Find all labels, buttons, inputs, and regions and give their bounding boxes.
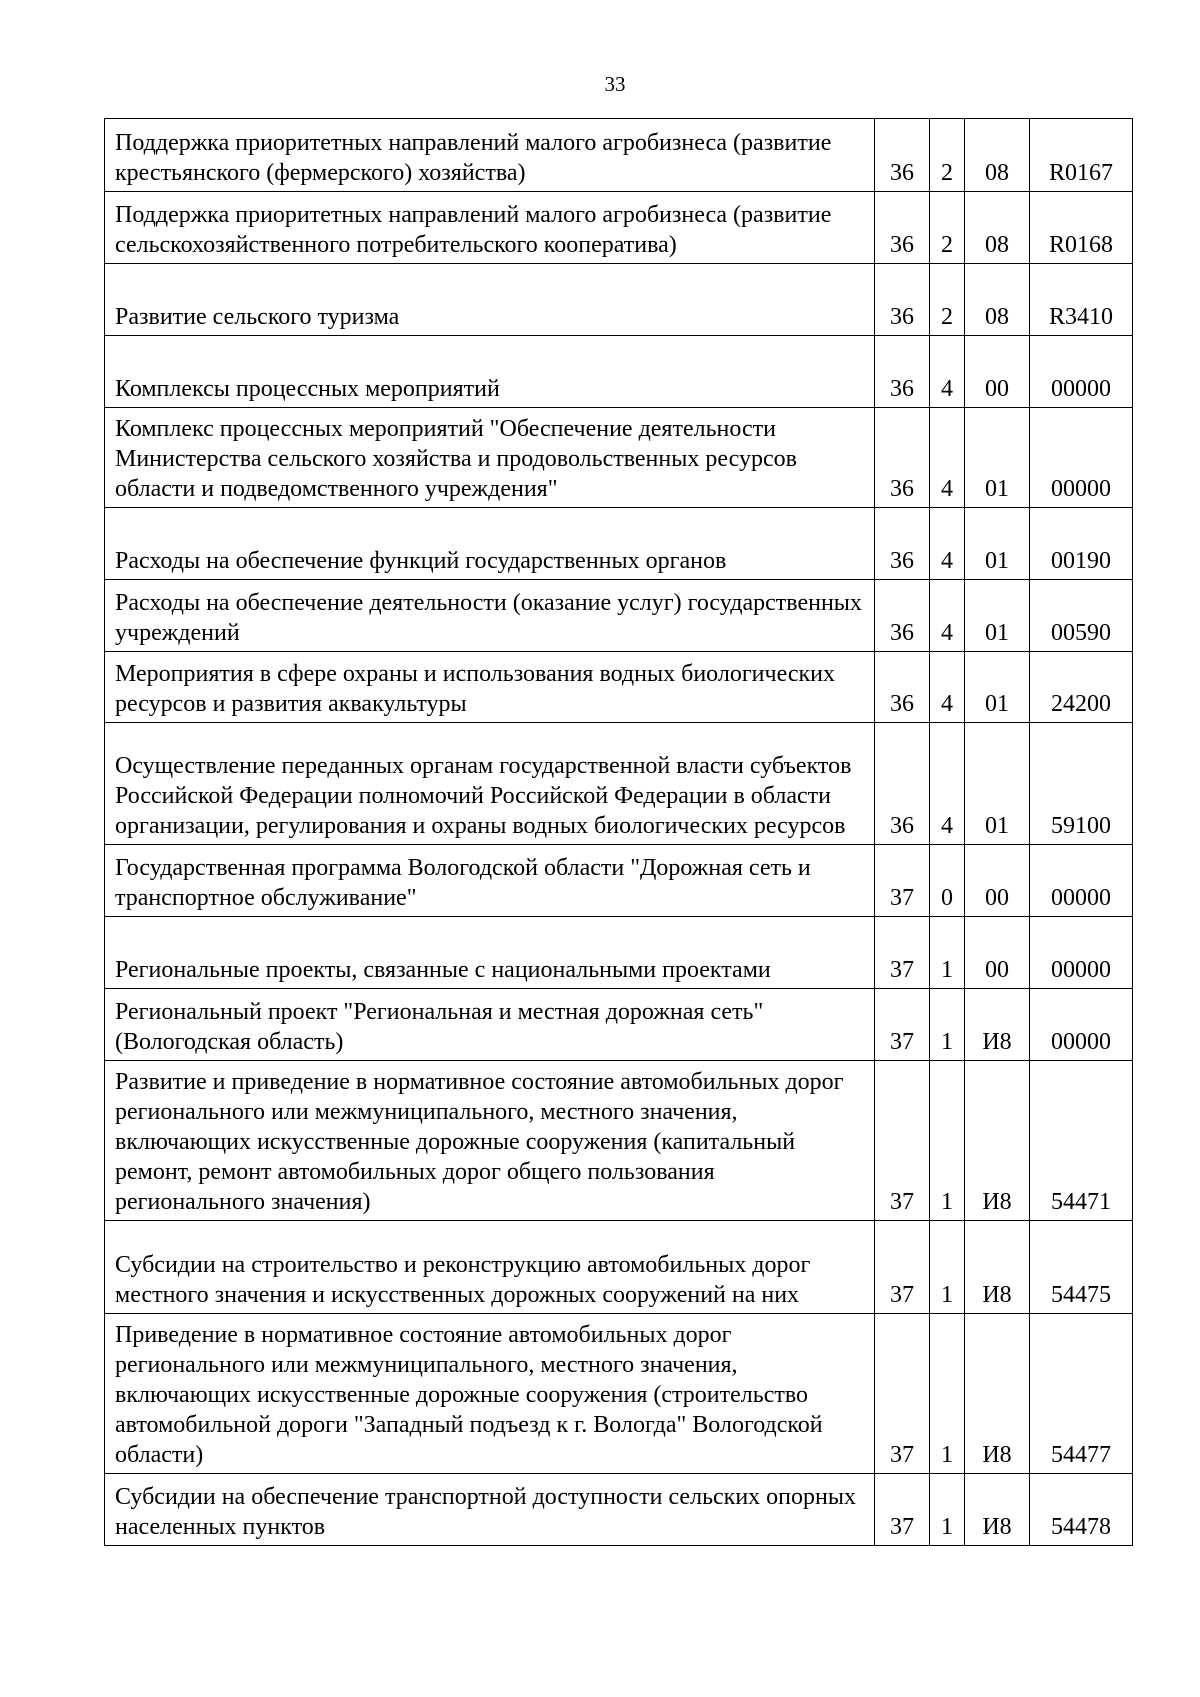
event-code-cell: 08 xyxy=(965,264,1030,336)
program-code-cell: 37 xyxy=(875,1061,930,1221)
table-row xyxy=(105,408,1133,508)
event-code-cell: 00 xyxy=(965,336,1030,408)
program-code-cell: 36 xyxy=(875,723,930,845)
direction-code-cell: R3410 xyxy=(1030,264,1133,336)
table-row xyxy=(105,1474,1133,1546)
program-code-cell: 36 xyxy=(875,336,930,408)
direction-code-cell: 00000 xyxy=(1030,917,1133,989)
subprogram-code-cell: 1 xyxy=(930,1221,965,1314)
event-code-cell: 08 xyxy=(965,119,1030,192)
direction-code-cell: 54477 xyxy=(1030,1314,1133,1474)
program-code-cell: 36 xyxy=(875,652,930,723)
event-code-cell: И8 xyxy=(965,1061,1030,1221)
row-name-cell: Мероприятия в сфере охраны и использования водных биологических ресурсов и развития аквакультуры xyxy=(105,652,875,723)
row-name-cell: Осуществление переданных органам государственной власти субъектов Российской Федерации полномочий Российской Федерации в области организации, регулирования и охраны водных биологических ресурсов xyxy=(105,723,875,845)
table-row xyxy=(105,264,1133,336)
direction-code-cell: 00190 xyxy=(1030,508,1133,580)
direction-code-cell: 00590 xyxy=(1030,580,1133,652)
budget-classification-table xyxy=(104,118,1133,1546)
direction-code-cell: 24200 xyxy=(1030,652,1133,723)
subprogram-code-cell: 2 xyxy=(930,119,965,192)
table-row xyxy=(105,336,1133,408)
subprogram-code-cell: 0 xyxy=(930,845,965,917)
table-row xyxy=(105,1221,1133,1314)
subprogram-code-cell: 1 xyxy=(930,917,965,989)
event-code-cell: 01 xyxy=(965,723,1030,845)
event-code-cell: 00 xyxy=(965,917,1030,989)
row-name-cell: Комплекс процессных мероприятий "Обеспечение деятельности Министерства сельского хозяйства и продовольственных ресурсов области и подведомственного учреждения" xyxy=(105,408,875,508)
direction-code-cell: 59100 xyxy=(1030,723,1133,845)
table-row xyxy=(105,1061,1133,1221)
subprogram-code-cell: 4 xyxy=(930,408,965,508)
table-row xyxy=(105,1314,1133,1474)
subprogram-code-cell: 4 xyxy=(930,508,965,580)
program-code-cell: 37 xyxy=(875,1314,930,1474)
subprogram-code-cell: 2 xyxy=(930,192,965,264)
event-code-cell: И8 xyxy=(965,1474,1030,1546)
event-code-cell: 00 xyxy=(965,845,1030,917)
row-name-cell: Комплексы процессных мероприятий xyxy=(105,336,875,408)
program-code-cell: 36 xyxy=(875,508,930,580)
table-row xyxy=(105,508,1133,580)
table-row xyxy=(105,845,1133,917)
program-code-cell: 37 xyxy=(875,1474,930,1546)
event-code-cell: 01 xyxy=(965,508,1030,580)
program-code-cell: 36 xyxy=(875,408,930,508)
table-row xyxy=(105,917,1133,989)
row-name-cell: Государственная программа Вологодской области "Дорожная сеть и транспортное обслуживание" xyxy=(105,845,875,917)
event-code-cell: 01 xyxy=(965,652,1030,723)
page-number: 33 xyxy=(604,72,626,96)
row-name-cell: Расходы на обеспечение функций государственных органов xyxy=(105,508,875,580)
table-row xyxy=(105,119,1133,192)
row-name-cell: Поддержка приоритетных направлений малого агробизнеса (развитие крестьянского (фермерского) хозяйства) xyxy=(105,119,875,192)
program-code-cell: 36 xyxy=(875,192,930,264)
row-name-cell: Приведение в нормативное состояние автомобильных дорог регионального или межмуниципального, местного значения, включающих искусственные дорожные сооружения (строительство автомобильной дороги "Западный подъезд к г. Вологда" Вологодской области) xyxy=(105,1314,875,1474)
row-name-cell: Поддержка приоритетных направлений малого агробизнеса (развитие сельскохозяйственного потребительского кооператива) xyxy=(105,192,875,264)
table-row xyxy=(105,723,1133,845)
subprogram-code-cell: 1 xyxy=(930,1314,965,1474)
program-code-cell: 37 xyxy=(875,989,930,1061)
program-code-cell: 37 xyxy=(875,917,930,989)
event-code-cell: И8 xyxy=(965,989,1030,1061)
table-row xyxy=(105,192,1133,264)
event-code-cell: 01 xyxy=(965,408,1030,508)
direction-code-cell: 54471 xyxy=(1030,1061,1133,1221)
row-name-cell: Расходы на обеспечение деятельности (оказание услуг) государственных учреждений xyxy=(105,580,875,652)
direction-code-cell: R0167 xyxy=(1030,119,1133,192)
direction-code-cell: R0168 xyxy=(1030,192,1133,264)
event-code-cell: 08 xyxy=(965,192,1030,264)
row-name-cell: Региональный проект "Региональная и местная дорожная сеть" (Вологодская область) xyxy=(105,989,875,1061)
table-row xyxy=(105,989,1133,1061)
subprogram-code-cell: 4 xyxy=(930,580,965,652)
direction-code-cell: 00000 xyxy=(1030,336,1133,408)
subprogram-code-cell: 4 xyxy=(930,652,965,723)
event-code-cell: 01 xyxy=(965,580,1030,652)
program-code-cell: 36 xyxy=(875,119,930,192)
subprogram-code-cell: 1 xyxy=(930,989,965,1061)
direction-code-cell: 00000 xyxy=(1030,845,1133,917)
event-code-cell: И8 xyxy=(965,1221,1030,1314)
event-code-cell: И8 xyxy=(965,1314,1030,1474)
direction-code-cell: 54478 xyxy=(1030,1474,1133,1546)
row-name-cell: Субсидии на обеспечение транспортной доступности сельских опорных населенных пунктов xyxy=(105,1474,875,1546)
subprogram-code-cell: 1 xyxy=(930,1061,965,1221)
program-code-cell: 36 xyxy=(875,264,930,336)
direction-code-cell: 00000 xyxy=(1030,989,1133,1061)
row-name-cell: Субсидии на строительство и реконструкцию автомобильных дорог местного значения и искусственных дорожных сооружений на них xyxy=(105,1221,875,1314)
program-code-cell: 37 xyxy=(875,1221,930,1314)
row-name-cell: Развитие сельского туризма xyxy=(105,264,875,336)
subprogram-code-cell: 1 xyxy=(930,1474,965,1546)
subprogram-code-cell: 4 xyxy=(930,336,965,408)
row-name-cell: Развитие и приведение в нормативное состояние автомобильных дорог регионального или межмуниципального, местного значения, включающих искусственные дорожные сооружения (капитальный ремонт, ремонт автомобильных дорог общего пользования регионального значения) xyxy=(105,1061,875,1221)
subprogram-code-cell: 2 xyxy=(930,264,965,336)
program-code-cell: 37 xyxy=(875,845,930,917)
direction-code-cell: 54475 xyxy=(1030,1221,1133,1314)
table-row xyxy=(105,652,1133,723)
subprogram-code-cell: 4 xyxy=(930,723,965,845)
table-row xyxy=(105,580,1133,652)
program-code-cell: 36 xyxy=(875,580,930,652)
direction-code-cell: 00000 xyxy=(1030,408,1133,508)
row-name-cell: Региональные проекты, связанные с национальными проектами xyxy=(105,917,875,989)
